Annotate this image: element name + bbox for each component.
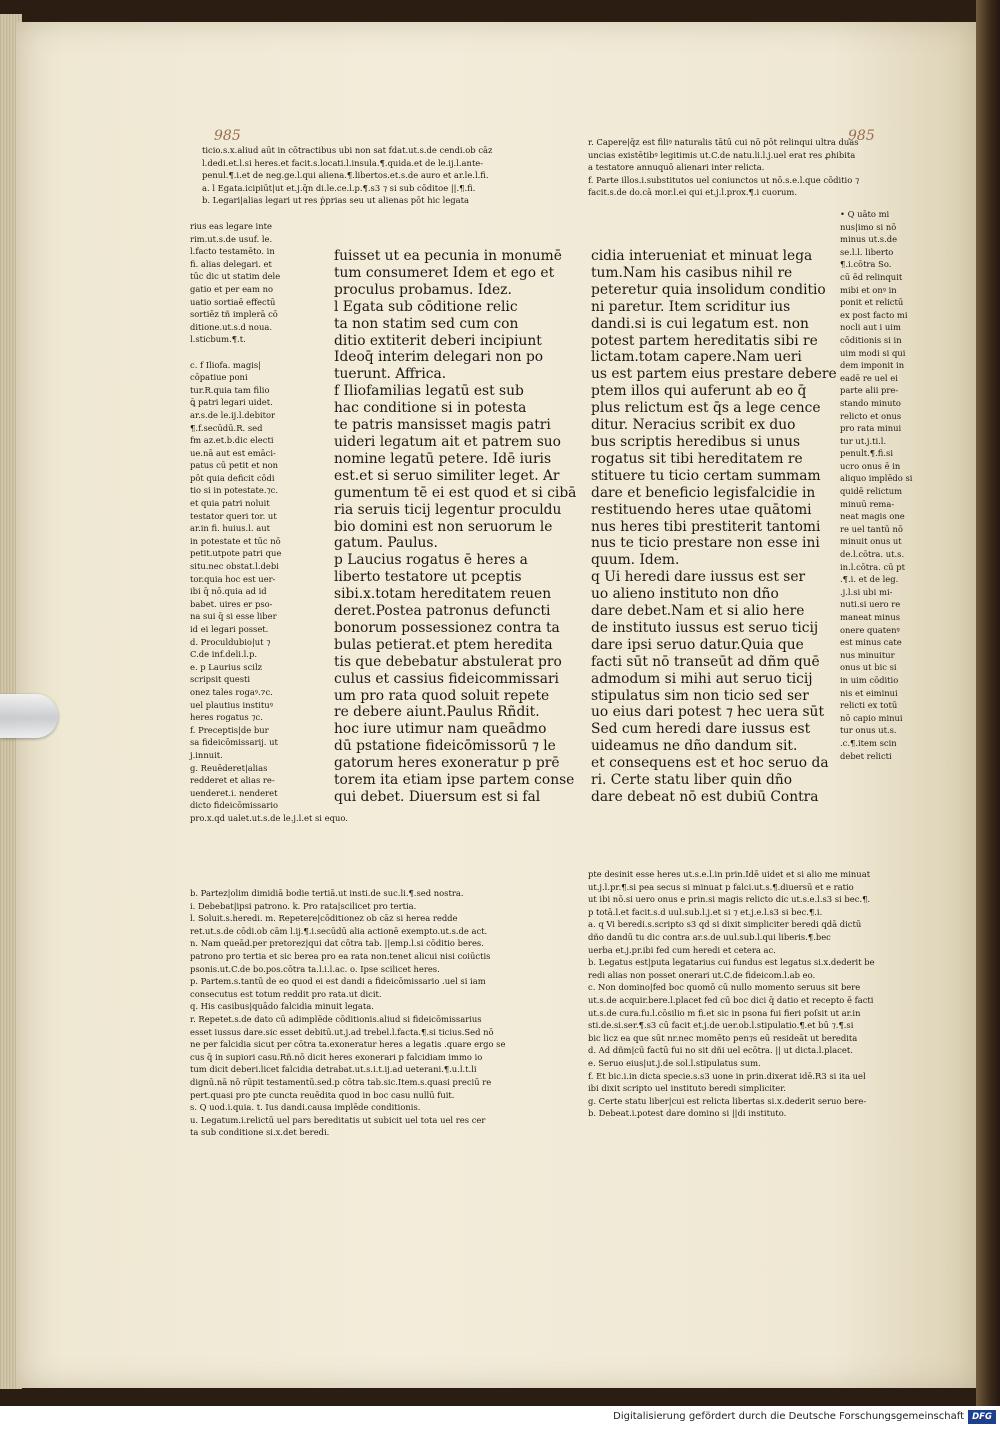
text-line: potest partem hereditatis sibi re — [591, 332, 818, 349]
text-line: facit.s.de do.cā mor.l.ei qui et.j.l.prox.¶.i cuorum. — [588, 187, 797, 198]
text-line: j.innuit. — [190, 749, 223, 760]
text-line: peteretur quia insolidum conditio — [591, 281, 826, 298]
text-line: culus et cassius fideicommissari — [334, 670, 559, 687]
text-line: ri. Certe statu liber quin dño — [591, 772, 793, 789]
text-line: ne per falcidia sicut per cōtra ta.exoneratur heres a legatis .quare ergo se — [190, 1039, 506, 1050]
text-line: stipulatus sim non ticio sed ser — [591, 687, 809, 704]
left-margin-gloss — [190, 220, 348, 825]
text-line: et consequens est et hoc seruo da — [591, 755, 829, 772]
text-line: pōt quia deficit cōdi — [190, 472, 275, 483]
text-line: petit.utpote patri que — [190, 548, 282, 559]
text-line: testator queri tor. ut — [190, 510, 277, 521]
text-line: ditione.ut.s.d noua. — [190, 321, 273, 332]
text-line: rim.ut.s.de usuf. le. — [190, 233, 273, 244]
text-line: onus ut bic si — [840, 662, 897, 673]
text-line: aliquo implēdo si — [840, 473, 913, 484]
text-line: dignū.nā nō rūpit testamentū.sed.p cōtra tab.sic.Item.s.quasi preciū re — [190, 1076, 492, 1087]
text-line: nus minuitur — [840, 649, 895, 660]
text-line: parte alii pre- — [840, 385, 899, 396]
text-line: de.l.cōtra. ut.s. — [840, 549, 905, 560]
text-line: relicto et onus — [840, 410, 902, 421]
text-line: est minus cate — [840, 637, 902, 648]
text-line: debet relicti — [840, 750, 892, 761]
text-line: ut.s.de cura.fu.l.cōsilio m fi.et sic in psona fui fieri poſsit ut ar.in — [588, 1007, 861, 1018]
text-line: redderet et alias re- — [190, 775, 275, 786]
text-line: pro rata minui — [840, 423, 902, 434]
text-line: pte desinit esse heres ut.s.e.l.in prin.Idē uidet et si alio me minuat — [588, 869, 871, 879]
text-line: i. Debebat|ipsi patrono. k. Pro rata|scilicet pro tertia. — [190, 900, 417, 911]
text-line: se.l.l. liberto — [840, 246, 894, 257]
text-line: nus|imo si nō — [840, 221, 897, 232]
text-line: c. f Iliofa. magis| — [190, 359, 261, 370]
text-line: in potestate et tūc nō — [190, 535, 281, 546]
text-line: nis et eiminui — [840, 687, 898, 698]
footer-bar — [0, 1406, 1000, 1429]
text-line: r. Repetet.s.de dato cū adimplēde cōditionis.aliud si fideicōmissarius — [190, 1013, 482, 1024]
text-line: uim modi si qui — [840, 347, 906, 358]
text-line: psonis.ut.C.de bo.pos.cōtra ta.l.i.l.ac. o. Ipse scilicet heres. — [190, 963, 440, 974]
text-line: eadē re uel ei — [840, 372, 898, 383]
text-line: fi. alias delegari. et — [190, 258, 272, 269]
text-line: bus scriptis heredibus si unus — [591, 433, 801, 450]
text-line: g. Reuēderet|alias — [190, 762, 268, 773]
text-line: a. q Vi beredi.s.scripto s3 qd si dixit simpliciter beredi qdā dictū — [588, 919, 862, 930]
text-line: q. His casibus|quādo falcidia minuit legata. — [190, 1001, 374, 1012]
text-line: minus ut.s.de — [840, 234, 898, 245]
text-line: est.et si seruo similiter leget. Ar — [334, 467, 560, 484]
text-line: p. Partem.s.tantū de eo quod ei est dandi a fideicōmissario .uel si iam — [190, 976, 486, 987]
text-line: redi alias non posset onerari ut.C.de fideicom.l.ab eo. — [588, 969, 816, 980]
text-line: e. Seruo eius|ut.j.de sol.l.stipulatus sum. — [588, 1057, 761, 1068]
text-line: id ei legari posset. — [190, 624, 269, 634]
text-line: pro.x.qd ualet.ut.s.de le.j.l.et si equo. — [190, 812, 348, 823]
text-line: sa fideicōmissarij. ut — [190, 737, 278, 748]
dfg-logo: DFG — [968, 1410, 996, 1424]
text-line: na sui q̄ si esse liber — [190, 611, 277, 622]
text-line: de instituto iussus est seruo ticij — [591, 619, 819, 636]
text-line — [190, 346, 348, 359]
text-line: minuit onus ut — [840, 536, 902, 547]
text-line: uideamus ne dño dandum sit. — [591, 738, 798, 755]
text-line: dū pstatione fideicōmissorū ⁊ le — [334, 738, 556, 755]
text-line: cus q̄ in supiori casu.Rñ.nō dicit heres exonerari p falcidiam immo io — [190, 1051, 483, 1062]
text-line: onez tales rogaꝰ.⁊c. — [190, 686, 273, 697]
text-line: consecutus est totum reddit pro rata.ut dicit. — [190, 988, 382, 999]
text-line: ¶.f.secūdū.R. sed — [190, 422, 263, 433]
book-page — [16, 22, 976, 1388]
text-line: plus relictum est q̄s a lege cence — [591, 400, 821, 417]
text-line: bio domini est non seruorum le — [334, 518, 553, 535]
text-line: re debere aiunt.Paulus Rñdit. — [334, 704, 540, 721]
text-line: liberto testatore ut pceptis — [334, 569, 522, 586]
text-line: ¶.i.cōtra So. — [840, 259, 892, 270]
text-line: sortiēz tñ implerā cō — [190, 309, 278, 320]
text-line: situ.nec obstat.l.debi — [190, 561, 279, 572]
funding-credit: Digitalisierung gefördert durch die Deutsche Forschungsgemeinschaft — [613, 1411, 964, 1422]
text-line: patrono pro tertia et sic berea pro ea rata non.tenet alicui nisi coiūctis — [190, 950, 491, 961]
text-line: dño dandū tu dic contra ar.s.de uul.sub.l.qui liberis.¶.bec — [588, 931, 831, 942]
text-line: uenderet.i. nenderet — [190, 787, 278, 798]
text-line: heres rogatus ⁊c. — [190, 712, 263, 723]
text-line: c. Non domino|fed boc quomō cū nullo momento seruus sit bere — [588, 982, 861, 993]
text-line: stando minuto — [840, 397, 901, 408]
text-line: dare et beneficio legisfalcidie in — [591, 484, 816, 501]
text-line: l.dedi.et.l.si heres.et facit.s.locati.l.insula.¶.quida.et de le.ij.l.ante- — [202, 157, 484, 168]
text-line: et quia patri noluit — [190, 498, 270, 509]
text-line: ibi q̄ nō.quia ad id — [190, 586, 267, 597]
text-line: quidē relictum — [840, 486, 903, 497]
text-line: a. l Egata.icipiūt|ut et.j.q̄n di.le.ce.l.p.¶.s3 ⁊ si sub cōditoe ||.¶.fi. — [202, 182, 476, 193]
text-line: cōpatiue poni — [190, 372, 248, 383]
text-line: uo eius dari potest ⁊ hec uera sūt — [591, 704, 824, 721]
text-line: dare debet.Nam et si alio here — [591, 603, 805, 620]
text-line: tur ut.j.ti.l. — [840, 435, 887, 446]
text-line: .j.l.si ubi mi- — [840, 586, 893, 597]
text-line: babet. uires er pso- — [190, 598, 273, 609]
text-line: dem imponit in — [840, 360, 905, 371]
text-line: l. Soluit.s.heredi. m. Repetere|cōditionez ob cāz si herea redde — [190, 913, 458, 924]
text-line: hac conditione si in potesta — [334, 400, 527, 417]
text-line: dare ipsi seruo datur.Quia que — [591, 636, 804, 653]
text-line: ria seruis ticij legentur proculdu — [334, 501, 562, 518]
text-line: relicti ex totū — [840, 700, 898, 711]
text-line: bic licz ea que sūt nr.nec momēto pen⁊s eū resideāt ut beredita — [588, 1032, 858, 1043]
text-line: tum dicit deberi.licet falcidia detrabat.ut.s.i.t.ij.ad ueterani.¶.u.l.t.li — [190, 1064, 477, 1075]
text-line: pert.quasi pro pte cuncta reuēdita quod in boc casu nullū fuit. — [190, 1089, 455, 1100]
text-line: nomine legatū petere. Idē iuris — [334, 450, 552, 467]
text-line: cōditionis si in — [840, 334, 902, 345]
text-line: b. Partez|olim dimidiā bodie tertiā.ut insti.de suc.li.¶.sed nostra. — [190, 888, 464, 898]
text-line: bonorum possessionez contra ta — [334, 619, 560, 636]
text-line: g. Certe statu liber|cui est relicta libertas si.x.dederit seruo bere- — [588, 1095, 867, 1106]
text-line: u. Legatum.i.relictū uel pars bereditatis ut subicit uel tota uel res cer — [190, 1114, 486, 1125]
text-line: f. Parte illos.i.substitutos uel coniunctos ut nō.s.e.l.que cōditio ⁊ — [588, 174, 860, 185]
text-line: dicto fideicōmissario — [190, 800, 279, 811]
text-line: admodum si mihi aut seruo ticij — [591, 670, 813, 687]
text-line: ucro onus ē in — [840, 460, 901, 471]
text-line: gatorum heres exoneratur p prē — [334, 755, 560, 772]
text-line: nocli aut i uim — [840, 322, 901, 333]
text-line: scripsit questi — [190, 674, 251, 685]
text-line: gatio et per eam no — [190, 283, 274, 294]
top-gloss-right — [588, 136, 859, 199]
text-line: l.sticbum.¶.t. — [190, 334, 246, 345]
text-line: d. Ad dñm|cū factū fui no sit dñi uel ecōtra. || ut dicta.l.placet. — [588, 1045, 853, 1056]
main-text-column-1 — [334, 248, 576, 806]
text-line: dandi.si is cui legatum est. non — [591, 315, 809, 332]
text-line: tur onus ut.s. — [840, 725, 897, 736]
text-line: fm az.et.b.dic electi — [190, 435, 274, 446]
bottom-gloss-right — [588, 868, 875, 1120]
text-line: tur.R.quia tam filio — [190, 384, 270, 395]
text-line: qui debet. Diuersum est si fal — [334, 789, 541, 805]
text-line: ut ibi nō.si uero onus e prin.si magis relicto dic ut.s.e.l.s3 si bec.¶. — [588, 894, 871, 905]
text-line: s. Q uod.i.quia. t. Ius dandi.causa implēde conditionis. — [190, 1102, 421, 1113]
text-line: a testatore annuquō alienari inter relicta. — [588, 162, 765, 173]
text-line: .¶.i. et de leg. — [840, 574, 899, 585]
text-line: cidia interueniat et minuat lega — [591, 248, 813, 264]
text-line: ptem illos qui auferunt ab eo q̄ — [591, 383, 807, 400]
text-line: q Ui heredi dare iussus est ser — [591, 569, 806, 586]
text-line: b. Legatus est|puta legatarius cui fundus est legatus si.x.dederit be — [588, 957, 875, 968]
text-line: proculus probamus. Idez. — [334, 281, 512, 298]
text-line: ponit et relictū — [840, 297, 904, 308]
text-line: nuti.si uero re — [840, 599, 901, 610]
text-line: sti.de.si.ser.¶.s3 cū facit et.j.de uer.ob.l.stipulatio.¶.et bū ⁊.¶.si — [588, 1020, 854, 1031]
text-line: restituendo heres utae quātomi — [591, 501, 812, 518]
text-line: gatum. Paulus. — [334, 535, 438, 552]
text-line: lictam.totam capere.Nam ueri — [591, 349, 802, 366]
main-text-column-2 — [591, 248, 837, 806]
text-line: us est partem eius prestare debere — [591, 366, 837, 383]
page-clip — [0, 694, 58, 738]
text-line: l Egata sub cōditione relic — [334, 298, 518, 315]
text-line: uel plautius instituꝰ — [190, 699, 273, 710]
text-line: ticio.s.x.aliud aūt in cōtractibus ubi non sat fdat.ut.s.de cendi.ob cāz — [202, 145, 493, 155]
text-line: deret.Postea patronus defuncti — [334, 603, 551, 620]
text-line: onere quatenꝰ — [840, 624, 900, 635]
text-line: b. Legari|alias legari ut res ṗprias seu ut alienas pōt hic legata — [202, 195, 469, 206]
text-line: Sed cum heredi dare iussus est — [591, 721, 811, 738]
text-line: ꝗ̄ patri legari uidet. — [190, 397, 273, 408]
text-line: ar.s.de le.ij.l.debitor — [190, 409, 276, 420]
bottom-gloss-left — [190, 887, 505, 1139]
text-line: nō capio minui — [840, 712, 903, 723]
text-line: tor.quia hoc est uer- — [190, 573, 276, 584]
text-line: penult.¶.fi.si — [840, 448, 894, 459]
text-line: tum consumeret Idem et ego et — [334, 264, 555, 281]
top-gloss-left — [202, 144, 492, 207]
text-line: ut.s.de acquir.bere.l.placet fed cū boc dici q̄ datio et recepto ē facti — [588, 994, 874, 1005]
text-line: f. Preceptis|de bur — [190, 724, 269, 735]
text-line: esset iussus dare.sic esset debitū.ut.j.ad trebel.l.facta.¶.si ticius.Sed nō — [190, 1026, 494, 1037]
text-line: torem ita etiam ipse partem conse — [334, 772, 575, 789]
text-line: ta non statim sed cum con — [334, 315, 519, 332]
text-line: d. Proculdubio|ut ⁊ — [190, 636, 271, 647]
text-line: uncias existētibꝰ legitimis ut.C.de natu.li.l.j.uel erat res ꝓhibita — [588, 149, 856, 160]
text-line: dare debeat nō est dubiū Contra — [591, 789, 819, 805]
text-line: re uel tantū nō — [840, 523, 903, 534]
right-margin-gloss — [840, 208, 912, 762]
text-line: tio si in potestate.⁊c. — [190, 485, 279, 496]
text-line: ditio extiterit deberi incipiunt — [334, 332, 542, 349]
text-line: ibi dixit scripto uel instituto beredi simpliciter. — [588, 1083, 786, 1094]
text-line: um pro rata quod soluit repete — [334, 687, 550, 704]
text-line: f Iliofamilias legatū est sub — [334, 383, 524, 400]
text-line: b. Debeat.i.potest dare domino si ||di instituto. — [588, 1108, 787, 1119]
text-line: maneat minus — [840, 612, 901, 622]
text-line: .c.¶.item scin — [840, 737, 897, 748]
text-line: quum. Idem. — [591, 552, 680, 569]
text-line: uatio sortiaē effectū — [190, 296, 276, 307]
text-line: nus te ticio prestare non esse ini — [591, 535, 820, 552]
text-line: rius eas legare inte — [190, 221, 272, 231]
text-line: mibi et onꝰ in — [840, 284, 897, 295]
text-line: gumentum tē ei est quod et si cibā — [334, 484, 577, 501]
text-line: hoc iure utimur nam queādmo — [334, 721, 547, 738]
text-line: p totā.l.et facit.s.d uul.sub.l.j.et si ⁊ et.j.e.l.s3 si bec.¶.i. — [588, 906, 823, 917]
text-line: tuerunt. Affrica. — [334, 366, 447, 383]
text-line: tum.Nam his casibus nihil re — [591, 264, 793, 281]
text-line: ditur. Neracius scribit ex duo — [591, 417, 796, 434]
text-line: patus cū petit et non — [190, 460, 279, 471]
text-line: l.facto testamēto. in — [190, 246, 275, 257]
text-line: n. Nam queād.per pretorez|qui dat cōtra tab. ||emp.l.si cōditio beres. — [190, 938, 484, 949]
text-line: cū ēd relinquit — [840, 271, 903, 282]
text-line: te patris mansisset magis patri — [334, 417, 551, 434]
text-line: e. p Laurius scilz — [190, 661, 263, 672]
text-line: tūc dic ut statim dele — [190, 271, 281, 282]
text-line: bulas petierat.et ptem heredita — [334, 636, 553, 653]
book-spine — [976, 0, 1000, 1406]
text-line: ex post facto mi — [840, 309, 908, 320]
text-line: ar.in fi. huius.l. aut — [190, 523, 270, 534]
text-line: ta sub conditione si.x.det beredi. — [190, 1127, 330, 1138]
text-line: in uim cōditio — [840, 674, 899, 685]
text-line: ret.ut.s.de cōdi.ob cām l.ij.¶.i.secūdū alia actionē exempto.ut.s.de act. — [190, 925, 488, 936]
text-line: uerba et.j.pr.ibi fed cum heredi et cetera ac. — [588, 944, 776, 955]
text-line: minuū rema- — [840, 498, 895, 509]
text-line: f. Et bic.i.in dicta specie.s.s3 uone in prin.dixerat idē.R3 si ita uel — [588, 1070, 866, 1081]
text-line: ut.j.l.pr.¶.si pea secus si minuat p falci.ut.s.¶.diuersū et e ratio — [588, 881, 854, 892]
text-line: • Q uāto mi — [840, 209, 890, 219]
text-line: tis que debebatur abstulerat pro — [334, 653, 562, 670]
text-line: in.l.cōtra. cū pt — [840, 561, 905, 572]
text-line: neat magis one — [840, 511, 905, 522]
text-line: nus heres tibi prestiterit tantomi — [591, 518, 821, 535]
text-line: uo alieno instituto non dño — [591, 586, 779, 603]
text-line: ni paretur. Item scriditur ius — [591, 298, 791, 315]
text-line: C.de inf.deli.l.p. — [190, 649, 257, 660]
text-line: fuisset ut ea pecunia in monumē — [334, 248, 562, 264]
folio-number-right: 985 — [848, 128, 875, 144]
text-line: Ideoq̄ interim delegari non po — [334, 349, 544, 366]
text-line: sibi.x.totam hereditatem reuen — [334, 586, 552, 603]
text-line: facti sūt nō transeūt ad dñm quē — [591, 653, 820, 670]
text-line: uideri legatum ait et patrem suo — [334, 433, 561, 450]
text-line: ue.nā aut est emāci- — [190, 447, 276, 458]
folio-number-left: 985 — [214, 128, 241, 144]
text-line: stituere tu ticio certam summam — [591, 467, 821, 484]
text-line: p Laucius rogatus ē heres a — [334, 552, 528, 569]
text-line: r. Capere|q̄z est filiꝰ naturalis tātū cui nō pōt relinqui ultra duas — [588, 137, 859, 147]
text-line: penul.¶.i.et de neg.ge.l.qui aliena.¶.libertos.et.s.de auro et ar.le.l.fi. — [202, 170, 489, 181]
text-line: rogatus sit tibi hereditatem re — [591, 450, 803, 467]
